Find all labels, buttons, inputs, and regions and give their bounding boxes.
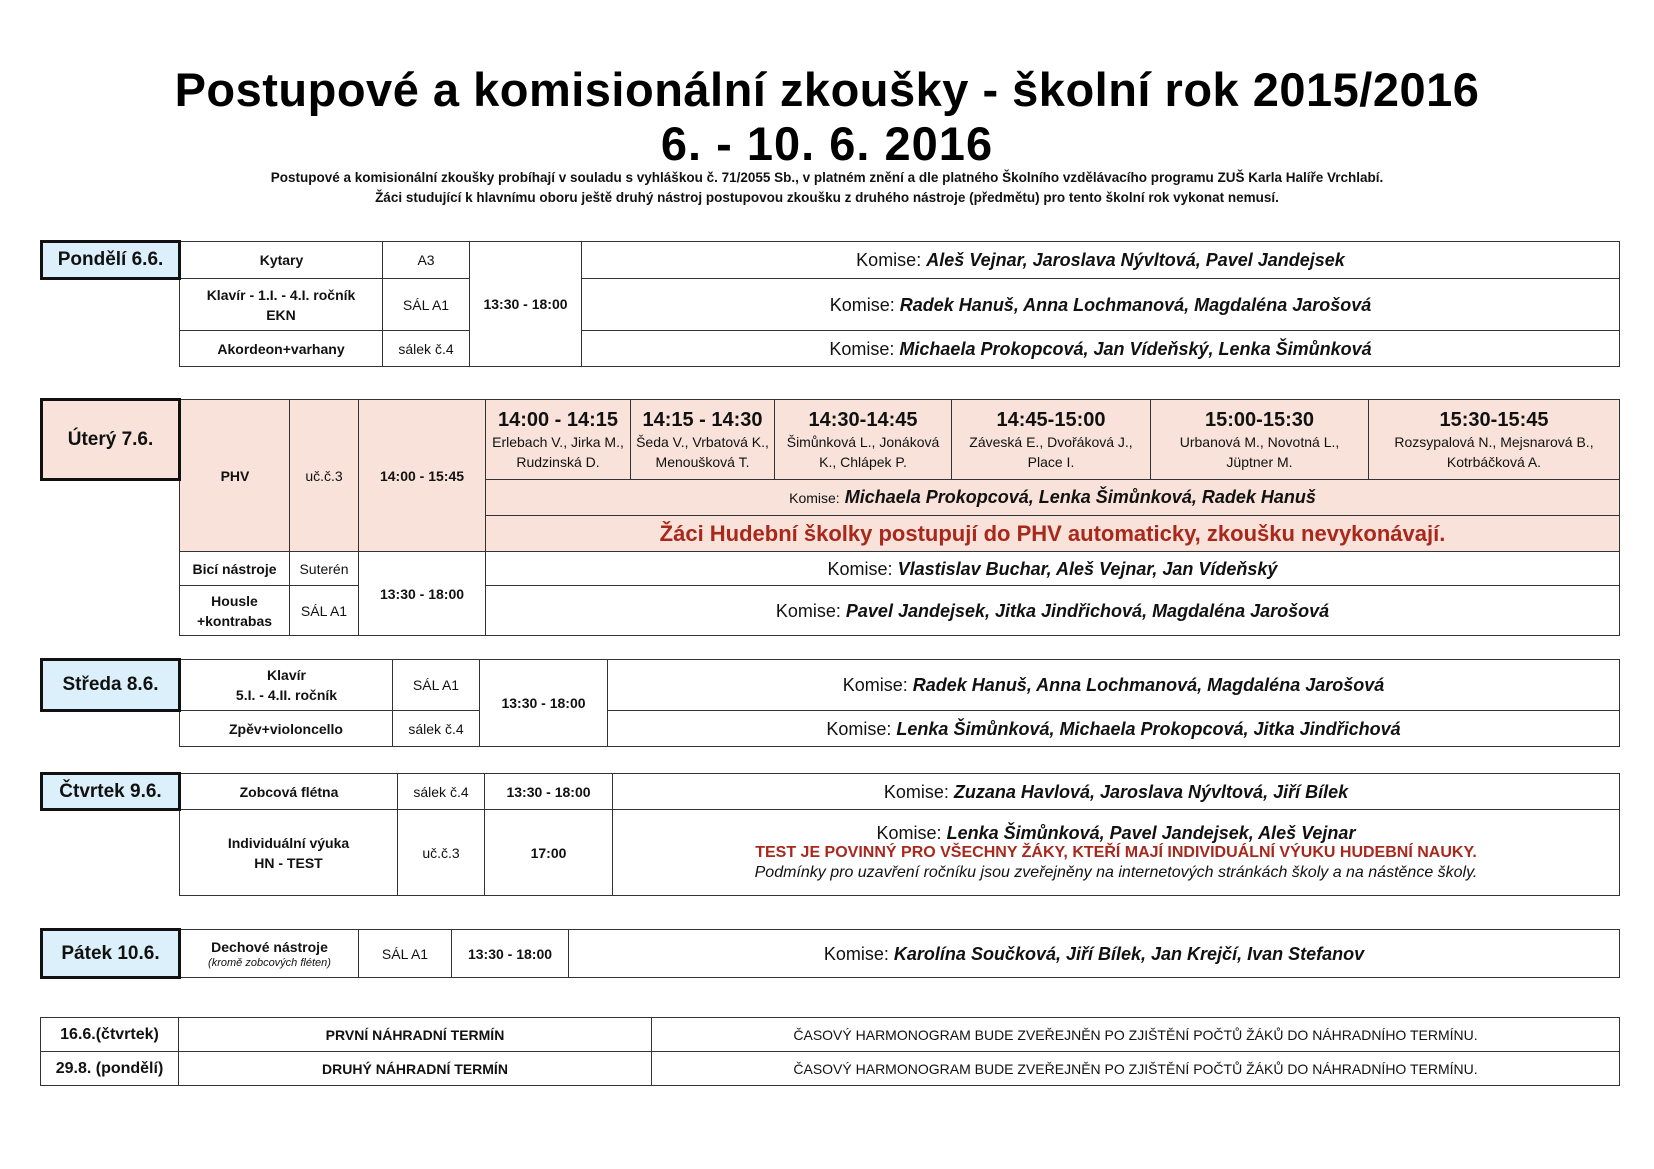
alternate-date: 29.8. (pondělí)	[41, 1052, 179, 1086]
alternate-note: ČASOVÝ HARMONOGRAM BUDE ZVEŘEJNĚN PO ZJIŠTĚNÍ POČTŮ ŽÁKŮ DO NÁHRADNÍHO TERMÍNU.	[652, 1052, 1620, 1086]
alternate-note: ČASOVÝ HARMONOGRAM BUDE ZVEŘEJNĚN PO ZJIŠTĚNÍ POČTŮ ŽÁKŮ DO NÁHRADNÍHO TERMÍNU.	[652, 1018, 1620, 1052]
committee: Komise: Pavel Jandejsek, Jitka Jindřichová, Magdaléna Jarošová	[486, 586, 1620, 636]
subject: PHV	[180, 400, 290, 552]
time-slot: 14:15 - 14:30 Šeda V., Vrbatová K., Menoušková T.	[631, 400, 775, 480]
committee: Komise: Radek Hanuš, Anna Lochmanová, Magdaléna Jarošová	[582, 279, 1620, 331]
day-label-tuesday: Úterý 7.6.	[42, 400, 180, 480]
committee: Komise: Zuzana Havlová, Jaroslava Nývltová, Jiří Bílek	[613, 774, 1620, 810]
thursday-table	[40, 772, 1620, 896]
day-label-wednesday: Středa 8.6.	[42, 660, 180, 711]
committee: Komise: Michaela Prokopcová, Jan Vídeňský, Lenka Šimůnková	[582, 331, 1620, 367]
alternate-date: 16.6.(čtvrtek)	[41, 1018, 179, 1052]
subject: Akordeon+varhany	[180, 331, 383, 367]
wednesday-table	[40, 658, 1620, 747]
room: sálek č.4	[383, 331, 470, 367]
subject: Zpěv+violoncello	[180, 711, 393, 747]
subject: Individuální výuka HN - TEST	[180, 810, 398, 896]
subtitle-legal: Postupové a komisionální zkoušky probíhají v souladu s vyhláškou č. 71/2055 Sb., v platném znění a dle platného Školního vzdělávacího programu ZUŠ Karla Halíře Vrchlabí.	[270, 170, 1384, 185]
committee-hn-test: Komise: Lenka Šimůnková, Pavel Jandejsek, Aleš Vejnar TEST JE POVINNÝ PRO VŠECHNY ŽÁKY, KTEŘÍ MAJÍ INDIVIDUÁLNÍ VÝUKU HUDEBNÍ NAUKY. Podmínky pro uzavření ročníku jsou zveřejněny na internetových stránkách školy a na nástěnce školy.	[613, 810, 1620, 896]
time: 14:00 - 15:45	[359, 400, 486, 552]
committee: Komise: Karolína Součková, Jiří Bílek, Jan Krejčí, Ivan Stefanov	[569, 930, 1620, 978]
day-label-friday: Pátek 10.6.	[42, 930, 180, 978]
room: uč.č.3	[290, 400, 359, 552]
subject: Dechové nástroje (kromě zobcových fléten)	[180, 930, 359, 978]
committee: Komise: Aleš Vejnar, Jaroslava Nývltová, Pavel Jandejsek	[582, 242, 1620, 279]
room: A3	[383, 242, 470, 279]
day-label-monday: Pondělí 6.6.	[42, 242, 180, 279]
committee: Komise: Radek Hanuš, Anna Lochmanová, Magdaléna Jarošová	[608, 660, 1620, 711]
room: Suterén	[290, 552, 359, 586]
committee: Komise: Vlastislav Buchar, Aleš Vejnar, Jan Vídeňský	[486, 552, 1620, 586]
time-slot: 15:30-15:45 Rozsypalová N., Mejsnarová B., Kotrbáčková A.	[1369, 400, 1620, 480]
conditions-note: Podmínky pro uzavření ročníku jsou zveřejněny na internetových stránkách školy a na nástěnce školy.	[754, 863, 1478, 881]
day-label-thursday: Čtvrtek 9.6.	[42, 774, 180, 810]
committee: Komise: Lenka Šimůnková, Michaela Prokopcová, Jitka Jindřichová	[608, 711, 1620, 747]
tuesday-table	[40, 398, 1620, 636]
subject: Kytary	[180, 242, 383, 279]
alternates-table	[40, 1017, 1620, 1086]
page-title: Postupové a komisionální zkoušky - školní rok 2015/2016	[174, 63, 1480, 116]
committee: Komise: Michaela Prokopcová, Lenka Šimůnková, Radek Hanuš	[486, 480, 1620, 516]
time: 13:30 - 18:00	[480, 660, 608, 747]
subtitle-second-instrument: Žáci studující k hlavnímu oboru ještě druhý nástroj postupovou zkoušku z druhého nástroje (předmětu) pro tento školní rok vykonat nemusí.	[375, 190, 1279, 205]
room: SÁL A1	[383, 279, 470, 331]
date-range: 6. - 10. 6. 2016	[660, 117, 994, 170]
subject: Housle +kontrabas	[180, 586, 290, 636]
time-slot: 14:45-15:00 Záveská E., Dvořáková J., Place I.	[952, 400, 1151, 480]
subject: Bicí nástroje	[180, 552, 290, 586]
time: 13:30 - 18:00	[470, 242, 582, 367]
room: sálek č.4	[393, 711, 480, 747]
time-slot: 15:00-15:30 Urbanová M., Novotná L., Jüptner M.	[1151, 400, 1369, 480]
time: 13:30 - 18:00	[452, 930, 569, 978]
time-slot: 14:30-14:45 Šimůnková L., Jonáková K., Chlápek P.	[775, 400, 952, 480]
subject: Zobcová flétna	[180, 774, 398, 810]
room: SÁL A1	[359, 930, 452, 978]
subject: Klavír 5.I. - 4.II. ročník	[180, 660, 393, 711]
alternate-label: DRUHÝ NÁHRADNÍ TERMÍN	[179, 1052, 652, 1086]
room: sálek č.4	[398, 774, 485, 810]
test-note: TEST JE POVINNÝ PRO VŠECHNY ŽÁKY, KTEŘÍ MAJÍ INDIVIDUÁLNÍ VÝUKU HUDEBNÍ NAUKY.	[755, 843, 1477, 861]
monday-table	[40, 240, 1620, 367]
subject: Klavír - 1.I. - 4.I. ročník EKN	[180, 279, 383, 331]
room: uč.č.3	[398, 810, 485, 896]
time: 13:30 - 18:00	[359, 552, 486, 636]
phv-note: Žáci Hudební školky postupují do PHV automaticky, zkoušku nevykonávají.	[486, 516, 1620, 552]
time: 13:30 - 18:00	[485, 774, 613, 810]
room: SÁL A1	[290, 586, 359, 636]
time-slot: 14:00 - 14:15 Erlebach V., Jirka M., Rudzinská D.	[486, 400, 631, 480]
friday-table	[40, 928, 1620, 979]
alternate-label: PRVNÍ NÁHRADNÍ TERMÍN	[179, 1018, 652, 1052]
time: 17:00	[485, 810, 613, 896]
room: SÁL A1	[393, 660, 480, 711]
